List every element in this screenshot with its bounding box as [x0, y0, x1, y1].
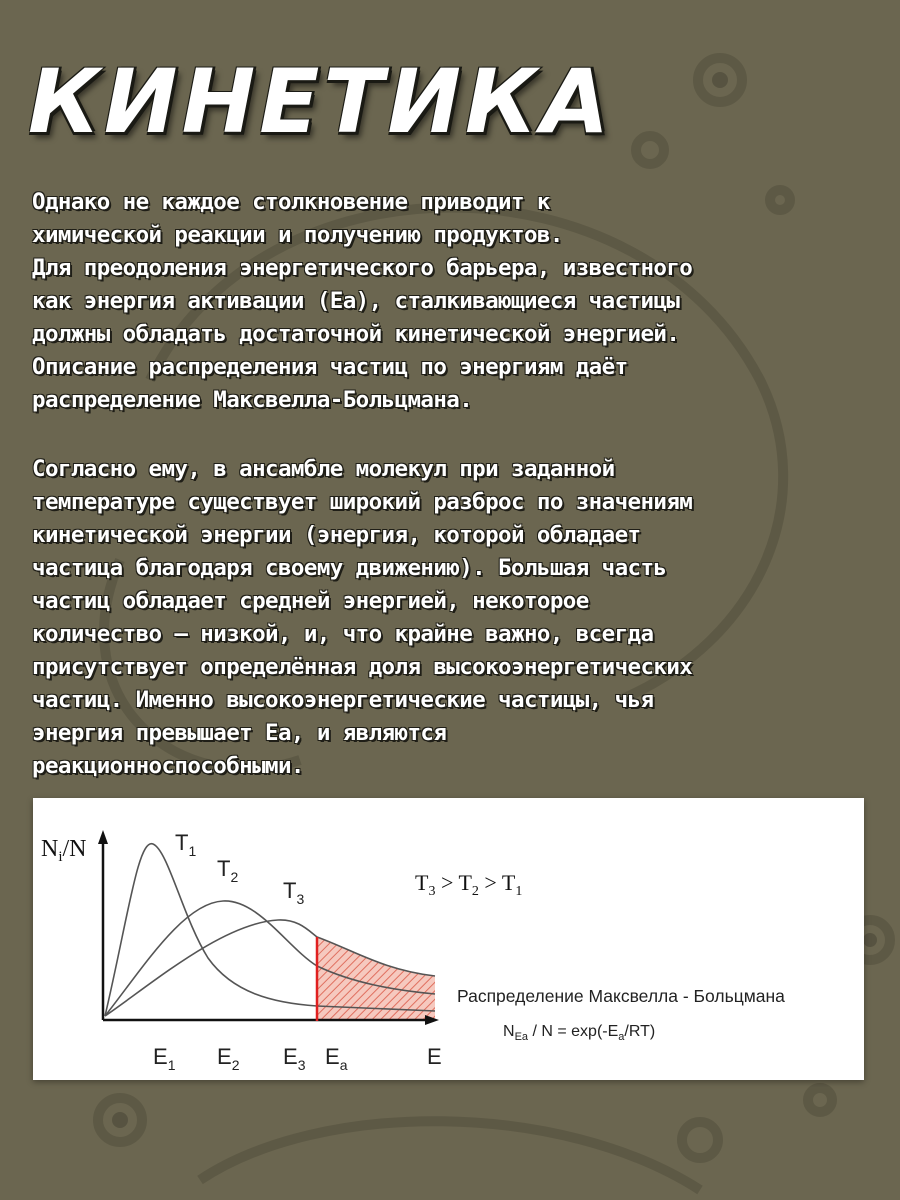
x-tick-ea: $E_a$: [325, 1044, 348, 1073]
text-line: как энергия активации (Еа), сталкивающиеся частицы: [32, 288, 680, 314]
text-line: кинетической энергии (энергия, которой обладает: [32, 522, 641, 548]
temperature-relation: $T_3 > T_2 > T_1$: [415, 870, 523, 899]
text-line: Для преодоления энергетического барьера, известного: [32, 255, 693, 281]
formula: $N_{Ea} / N = \exp(-E_a/RT)$: [503, 1023, 656, 1043]
text-line: Описание распределения частиц по энергиям даёт: [32, 354, 628, 380]
curve-label-t3: $T_3$: [283, 878, 305, 907]
text-line: распределение Максвелла-Больцмана.: [32, 387, 473, 413]
y-axis-label: $N_i/N$: [41, 836, 87, 865]
text-line: реакционноспособными.: [32, 753, 304, 779]
maxwell-boltzmann-figure: [33, 798, 864, 1080]
paragraph-intro: [32, 186, 892, 417]
curve-label-t1: $T_1$: [175, 830, 197, 859]
text-line: частиц обладает средней энергией, некоторое: [32, 588, 589, 614]
paragraph-distribution: [32, 453, 892, 783]
x-tick-e2: $E_2$: [217, 1044, 240, 1073]
page-title: КИНЕТИКА: [28, 50, 614, 153]
text-line: Однако не каждое столкновение приводит к: [32, 189, 550, 215]
x-tick-e1: $E_1$: [153, 1044, 176, 1073]
text-line: присутствует определённая доля высокоэнергетических: [32, 654, 693, 680]
text-line: температуре существует широкий разброс по значениям: [32, 489, 693, 515]
x-axis-label: E: [427, 1044, 442, 1069]
figure-caption: Распределение Максвелла - Больцмана: [457, 986, 785, 1006]
text-line: должны обладать достаточной кинетической энергией.: [32, 321, 680, 347]
text-line: химической реакции и получению продуктов.: [32, 222, 563, 248]
y-axis-arrow: [98, 830, 108, 844]
curve-label-t2: $T_2$: [217, 856, 239, 885]
text-line: Согласно ему, в ансамбле молекул при заданной: [32, 456, 615, 482]
text-line: энергия превышает Еа, и являются: [32, 720, 447, 746]
x-tick-e3: $E_3$: [283, 1044, 306, 1073]
distribution-diagram: [33, 798, 864, 1080]
text-line: количество — низкой, и, что крайне важно, всегда: [32, 621, 654, 647]
text-line: частица благодаря своему движению). Большая часть: [32, 555, 667, 581]
text-line: частиц. Именно высокоэнергетические частицы, чья: [32, 687, 654, 713]
